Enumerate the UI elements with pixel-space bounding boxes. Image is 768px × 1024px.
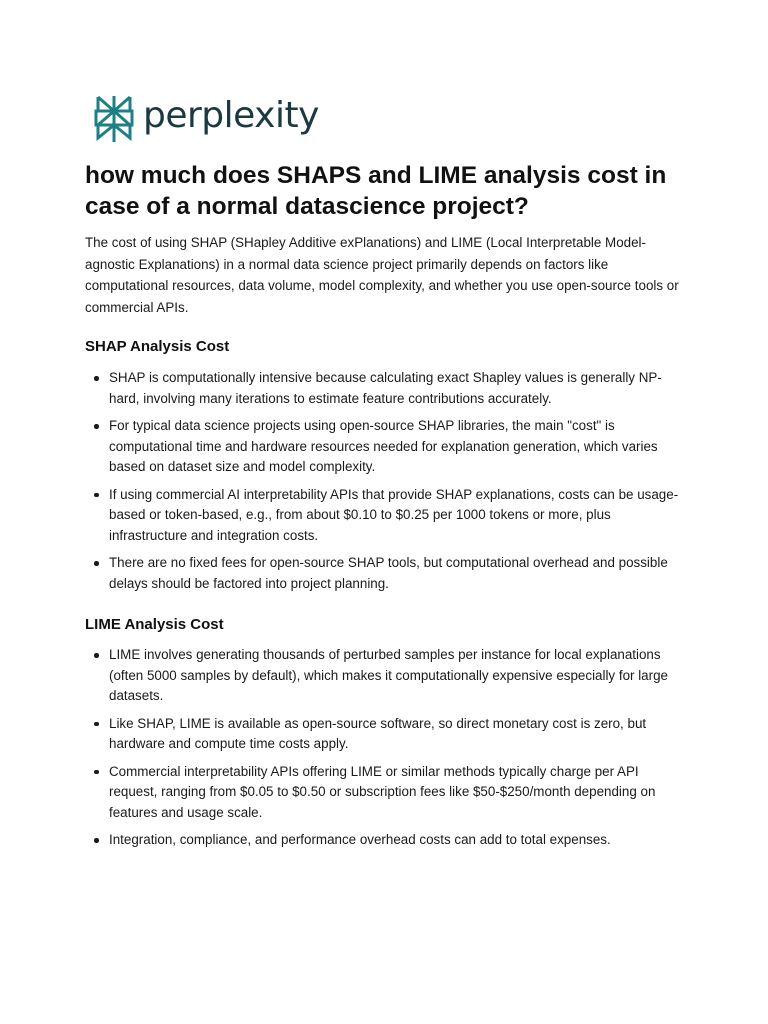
perplexity-logo-icon [94,94,134,144]
list-item: SHAP is computationally intensive because calculating exact Shapley values is generally NP-hard, involving many iterations to estimate feature contributions accurately. [85,368,685,409]
brand-name: perplexity [143,95,319,136]
intro-paragraph: The cost of using SHAP (SHapley Additive exPlanations) and LIME (Local Interpretable Model-agnostic Explanations) in a normal data science project primarily depends on factors like computational resources, data volume, model complexity, and whether you use open-source tools or commercial APIs. [85,235,679,315]
brand-logo [94,94,319,144]
list-item: If using commercial AI interpretability APIs that provide SHAP explanations, costs can be usage-based or token-based, e.g., from about $0.10 to $0.25 per 1000 tokens or more, plus infrastructure and integration costs. [85,485,685,547]
section-heading-shap: SHAP Analysis Cost [85,338,230,355]
list-item: There are no fixed fees for open-source SHAP tools, but computational overhead and possible delays should be factored into project planning. [85,553,685,594]
list-item: For typical data science projects using open-source SHAP libraries, the main "cost" is computational time and hardware resources needed for explanation generation, which varies based on dataset size and model complexity. [85,416,685,478]
list-item: Commercial interpretability APIs offering LIME or similar methods typically charge per API request, ranging from $0.05 to $0.50 or subscription fees like $50-$250/month depending on features and usage scale. [85,762,685,824]
list-item: Like SHAP, LIME is available as open-source software, so direct monetary cost is zero, but hardware and compute time costs apply. [85,714,685,755]
section-heading-lime: LIME Analysis Cost [85,616,224,633]
lime-bullet-list [85,645,685,858]
list-item: Integration, compliance, and performance overhead costs can add to total expenses. [85,830,685,851]
shap-bullet-list [85,368,685,601]
page-title: how much does SHAPS and LIME analysis cost in case of a normal datascience project? [85,162,667,220]
list-item: LIME involves generating thousands of perturbed samples per instance for local explanations (often 5000 samples by default), which makes it computationally expensive especially for large datasets. [85,645,685,707]
